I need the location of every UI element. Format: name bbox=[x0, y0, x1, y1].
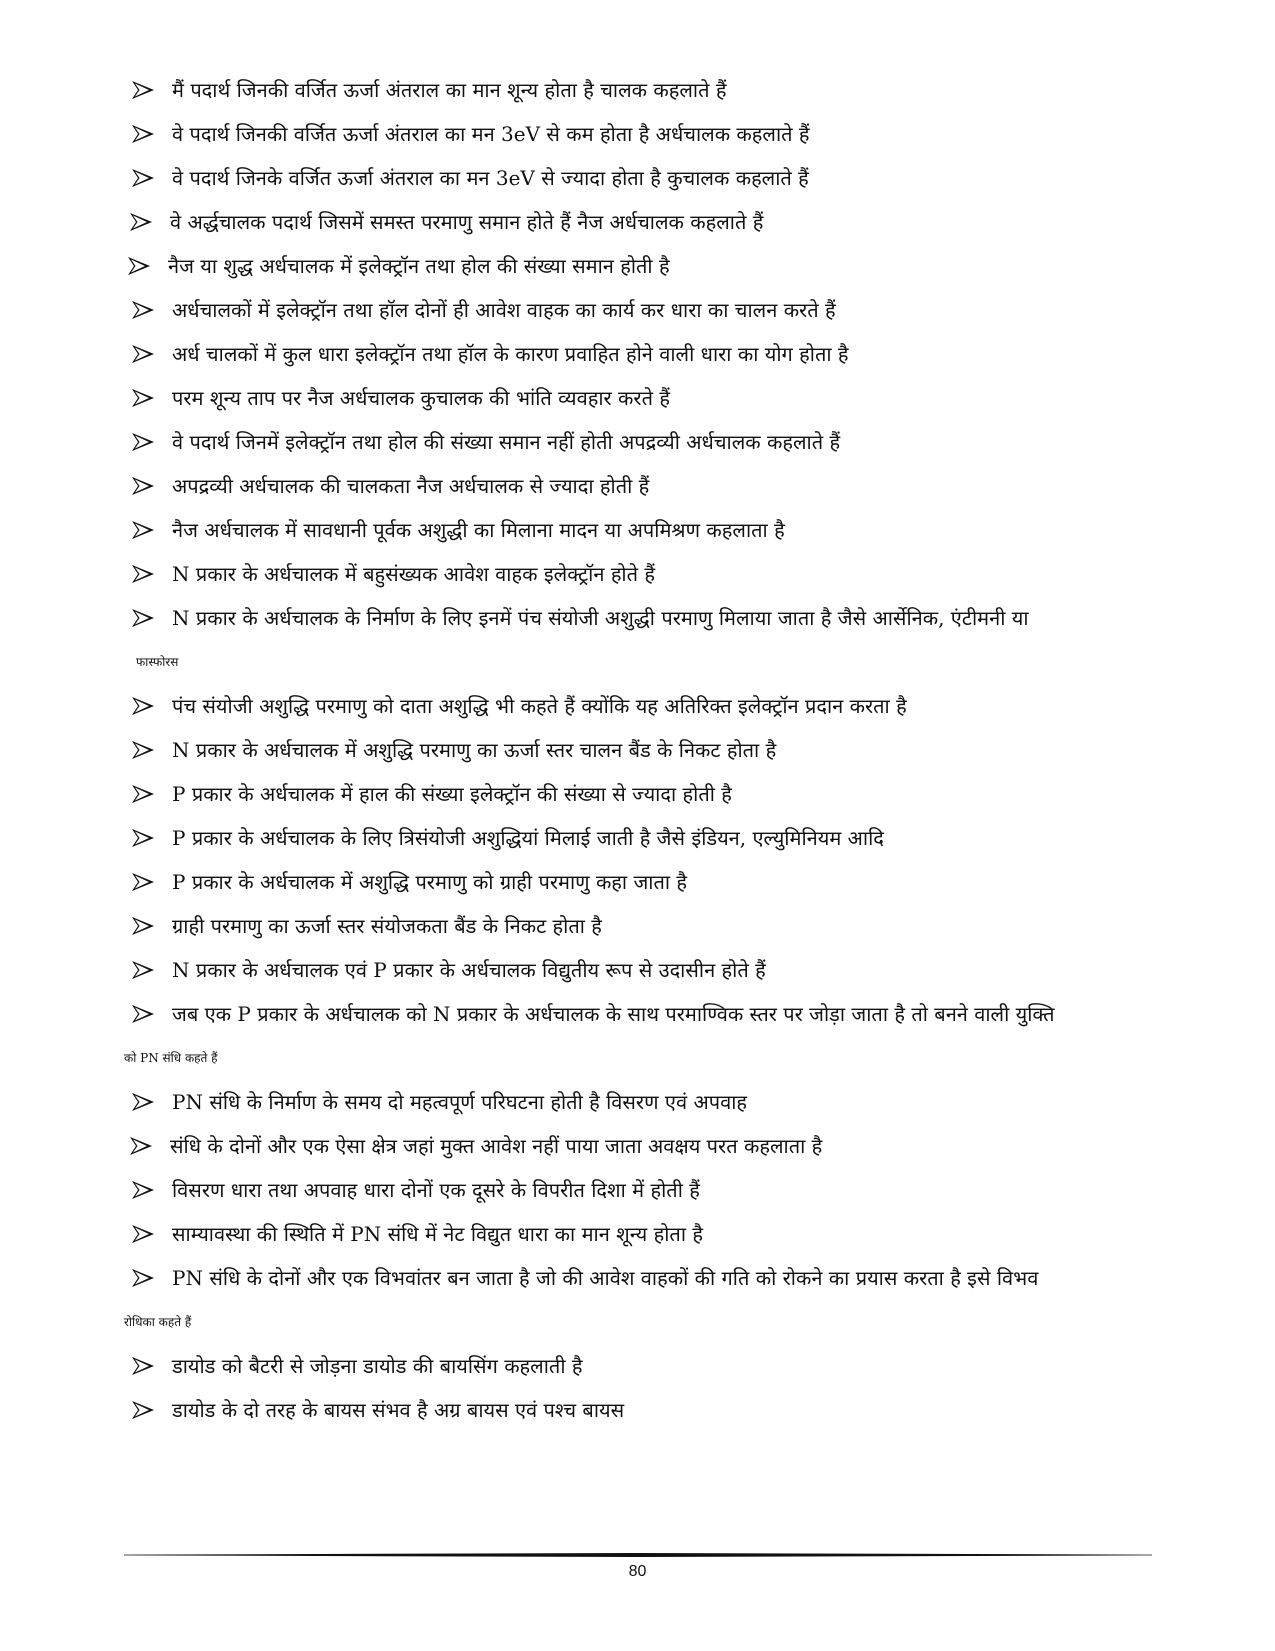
arrow-bullet-icon bbox=[130, 1124, 156, 1168]
list-item bbox=[0, 992, 1275, 1080]
arrow-bullet-icon bbox=[132, 1080, 158, 1124]
arrow-bullet-icon bbox=[132, 1168, 158, 1212]
list-item-text: डायोड को बैटरी से जोड़ना डायोड की बायसिंग कहलाती है bbox=[172, 1354, 583, 1378]
list-item-text: पंच संयोजी अशुद्धि परमाणु को दाता अशुद्धि भी कहते हैं क्योंकि यह अतिरिक्त इलेक्ट्रॉन प्रदान करता है bbox=[172, 694, 907, 718]
list-item-text: N प्रकार के अर्धचालक में अशुद्धि परमाणु का ऊर्जा स्तर चालन बैंड के निकट होता है bbox=[172, 738, 777, 762]
list-item-text: वे पदार्थ जिनकी वर्जित ऊर्जा अंतराल का मन 3eV से कम होता है अर्धचालक कहलाते हैं bbox=[172, 122, 810, 146]
list-item bbox=[0, 860, 1275, 904]
arrow-bullet-icon bbox=[132, 288, 158, 332]
arrow-bullet-icon bbox=[132, 728, 158, 772]
arrow-bullet-icon bbox=[132, 1256, 158, 1300]
arrow-bullet-icon bbox=[132, 156, 158, 200]
document-body bbox=[0, 68, 1275, 1432]
arrow-bullet-icon bbox=[128, 244, 154, 288]
list-item-text: परम शून्य ताप पर नैज अर्धचालक कुचालक की भांति व्यवहार करते हैं bbox=[172, 386, 670, 410]
list-item-text: विसरण धारा तथा अपवाह धारा दोनों एक दूसरे के विपरीत दिशा में होती हैं bbox=[172, 1178, 700, 1202]
list-item-text: P प्रकार के अर्धचालक के लिए त्रिसंयोजी अशुद्धियां मिलाई जाती है जैसे इंडियन, एल्युमिनियम आदि bbox=[172, 826, 884, 850]
page-number: 80 bbox=[628, 1563, 647, 1580]
list-item bbox=[0, 904, 1275, 948]
list-item bbox=[0, 596, 1275, 684]
list-item-text: N प्रकार के अर्धचालक के निर्माण के लिए इनमें पंच संयोजी अशुद्धी परमाणु मिलाया जाता है जैसे आर्सेनिक, एंटीमनी या bbox=[172, 606, 1029, 630]
arrow-bullet-icon bbox=[132, 1344, 158, 1388]
list-item bbox=[0, 772, 1275, 816]
list-item-text: अपद्रव्यी अर्धचालक की चालकता नैज अर्धचालक से ज्यादा होती हैं bbox=[172, 474, 650, 498]
list-item bbox=[0, 464, 1275, 508]
arrow-bullet-icon bbox=[132, 816, 158, 860]
list-item bbox=[0, 684, 1275, 728]
list-item-text: वे अर्द्धचालक पदार्थ जिसमें समस्त परमाणु समान होते हैं नैज अर्धचालक कहलाते हैं bbox=[170, 210, 764, 234]
list-item-text: अर्ध चालकों में कुल धारा इलेक्ट्रॉन तथा हॉल के कारण प्रवाहित होने वाली धारा का योग होता है bbox=[172, 342, 849, 366]
list-item bbox=[0, 1124, 1275, 1168]
list-item bbox=[0, 1388, 1275, 1432]
list-item-text: साम्यावस्था की स्थिति में PN संधि में नेट विद्युत धारा का मान शून्य होता है bbox=[172, 1222, 703, 1246]
list-item bbox=[0, 68, 1275, 112]
list-item bbox=[0, 288, 1275, 332]
list-item-continuation: फास्फोरस bbox=[136, 655, 179, 669]
arrow-bullet-icon bbox=[132, 772, 158, 816]
list-item bbox=[0, 332, 1275, 376]
list-item bbox=[0, 552, 1275, 596]
arrow-bullet-icon bbox=[132, 860, 158, 904]
list-item bbox=[0, 112, 1275, 156]
list-item-text: डायोड के दो तरह के बायस संभव है अग्र बायस एवं पश्च बायस bbox=[172, 1398, 625, 1422]
list-item-text: नैज या शुद्ध अर्धचालक में इलेक्ट्रॉन तथा होल की संख्या समान होती है bbox=[168, 254, 670, 278]
list-item-text: वे पदार्थ जिनमें इलेक्ट्रॉन तथा होल की संख्या समान नहीं होती अपद्रव्यी अर्धचालक कहलाते हैं bbox=[172, 430, 841, 454]
list-item bbox=[0, 200, 1275, 244]
list-item bbox=[0, 1344, 1275, 1388]
list-item-text: P प्रकार के अर्धचालक में अशुद्धि परमाणु को ग्राही परमाणु कहा जाता है bbox=[172, 870, 688, 894]
list-item bbox=[0, 816, 1275, 860]
list-item-text: वे पदार्थ जिनके वर्जित ऊर्जा अंतराल का मन 3eV से ज्यादा होता है कुचालक कहलाते हैं bbox=[172, 166, 809, 190]
arrow-bullet-icon bbox=[132, 508, 158, 552]
list-item bbox=[0, 244, 1275, 288]
list-item-text: मैं पदार्थ जिनकी वर्जित ऊर्जा अंतराल का मान शून्य होता है चालक कहलाते हैं bbox=[172, 78, 727, 102]
list-item bbox=[0, 1256, 1275, 1344]
arrow-bullet-icon bbox=[132, 552, 158, 596]
list-item-text: संधि के दोनों और एक ऐसा क्षेत्र जहां मुक्त आवेश नहीं पाया जाता अवक्षय परत कहलाता है bbox=[170, 1134, 823, 1158]
arrow-bullet-icon bbox=[132, 992, 158, 1036]
arrow-bullet-icon bbox=[132, 1212, 158, 1256]
list-item-text: ग्राही परमाणु का ऊर्जा स्तर संयोजकता बैंड के निकट होता है bbox=[172, 914, 602, 938]
arrow-bullet-icon bbox=[132, 464, 158, 508]
arrow-bullet-icon bbox=[130, 200, 156, 244]
arrow-bullet-icon bbox=[132, 376, 158, 420]
list-item bbox=[0, 728, 1275, 772]
list-item-text: नैज अर्धचालक में सावधानी पूर्वक अशुद्धी का मिलाना मादन या अपमिश्रण कहलाता है bbox=[172, 518, 785, 542]
arrow-bullet-icon bbox=[132, 904, 158, 948]
arrow-bullet-icon bbox=[132, 684, 158, 728]
list-item bbox=[0, 376, 1275, 420]
list-item bbox=[0, 156, 1275, 200]
list-item bbox=[0, 508, 1275, 552]
arrow-bullet-icon bbox=[132, 1388, 158, 1432]
list-item-continuation: रोधिका कहते हैं bbox=[124, 1315, 192, 1329]
footer-divider bbox=[124, 1553, 1152, 1557]
arrow-bullet-icon bbox=[132, 68, 158, 112]
arrow-bullet-icon bbox=[132, 596, 158, 640]
list-item-text: जब एक P प्रकार के अर्धचालक को N प्रकार के अर्धचालक के साथ परमाण्विक स्तर पर जोड़ा जाता है तो बनने वाली युक्ति bbox=[172, 1002, 1055, 1026]
list-item bbox=[0, 1212, 1275, 1256]
arrow-bullet-icon bbox=[132, 948, 158, 992]
list-item-continuation: को PN संधि कहते हैं bbox=[124, 1051, 218, 1065]
list-item bbox=[0, 948, 1275, 992]
arrow-bullet-icon bbox=[132, 332, 158, 376]
list-item bbox=[0, 1080, 1275, 1124]
list-item-text: N प्रकार के अर्धचालक एवं P प्रकार के अर्धचालक विद्युतीय रूप से उदासीन होते हैं bbox=[172, 958, 766, 982]
list-item-text: अर्धचालकों में इलेक्ट्रॉन तथा हॉल दोनों ही आवेश वाहक का कार्य कर धारा का चालन करते हैं bbox=[172, 298, 836, 322]
arrow-bullet-icon bbox=[132, 420, 158, 464]
list-item-text: PN संधि के दोनों और एक विभवांतर बन जाता है जो की आवेश वाहकों की गति को रोकने का प्रयास करता है इसे विभव bbox=[172, 1266, 1039, 1290]
list-item-text: P प्रकार के अर्धचालक में हाल की संख्या इलेक्ट्रॉन की संख्या से ज्यादा होती है bbox=[172, 782, 732, 806]
arrow-bullet-icon bbox=[132, 112, 158, 156]
list-item-text: PN संधि के निर्माण के समय दो महत्वपूर्ण परिघटना होती है विसरण एवं अपवाह bbox=[172, 1090, 748, 1114]
list-item bbox=[0, 420, 1275, 464]
list-item-text: N प्रकार के अर्धचालक में बहुसंख्यक आवेश वाहक इलेक्ट्रॉन होते हैं bbox=[172, 562, 655, 586]
list-item bbox=[0, 1168, 1275, 1212]
